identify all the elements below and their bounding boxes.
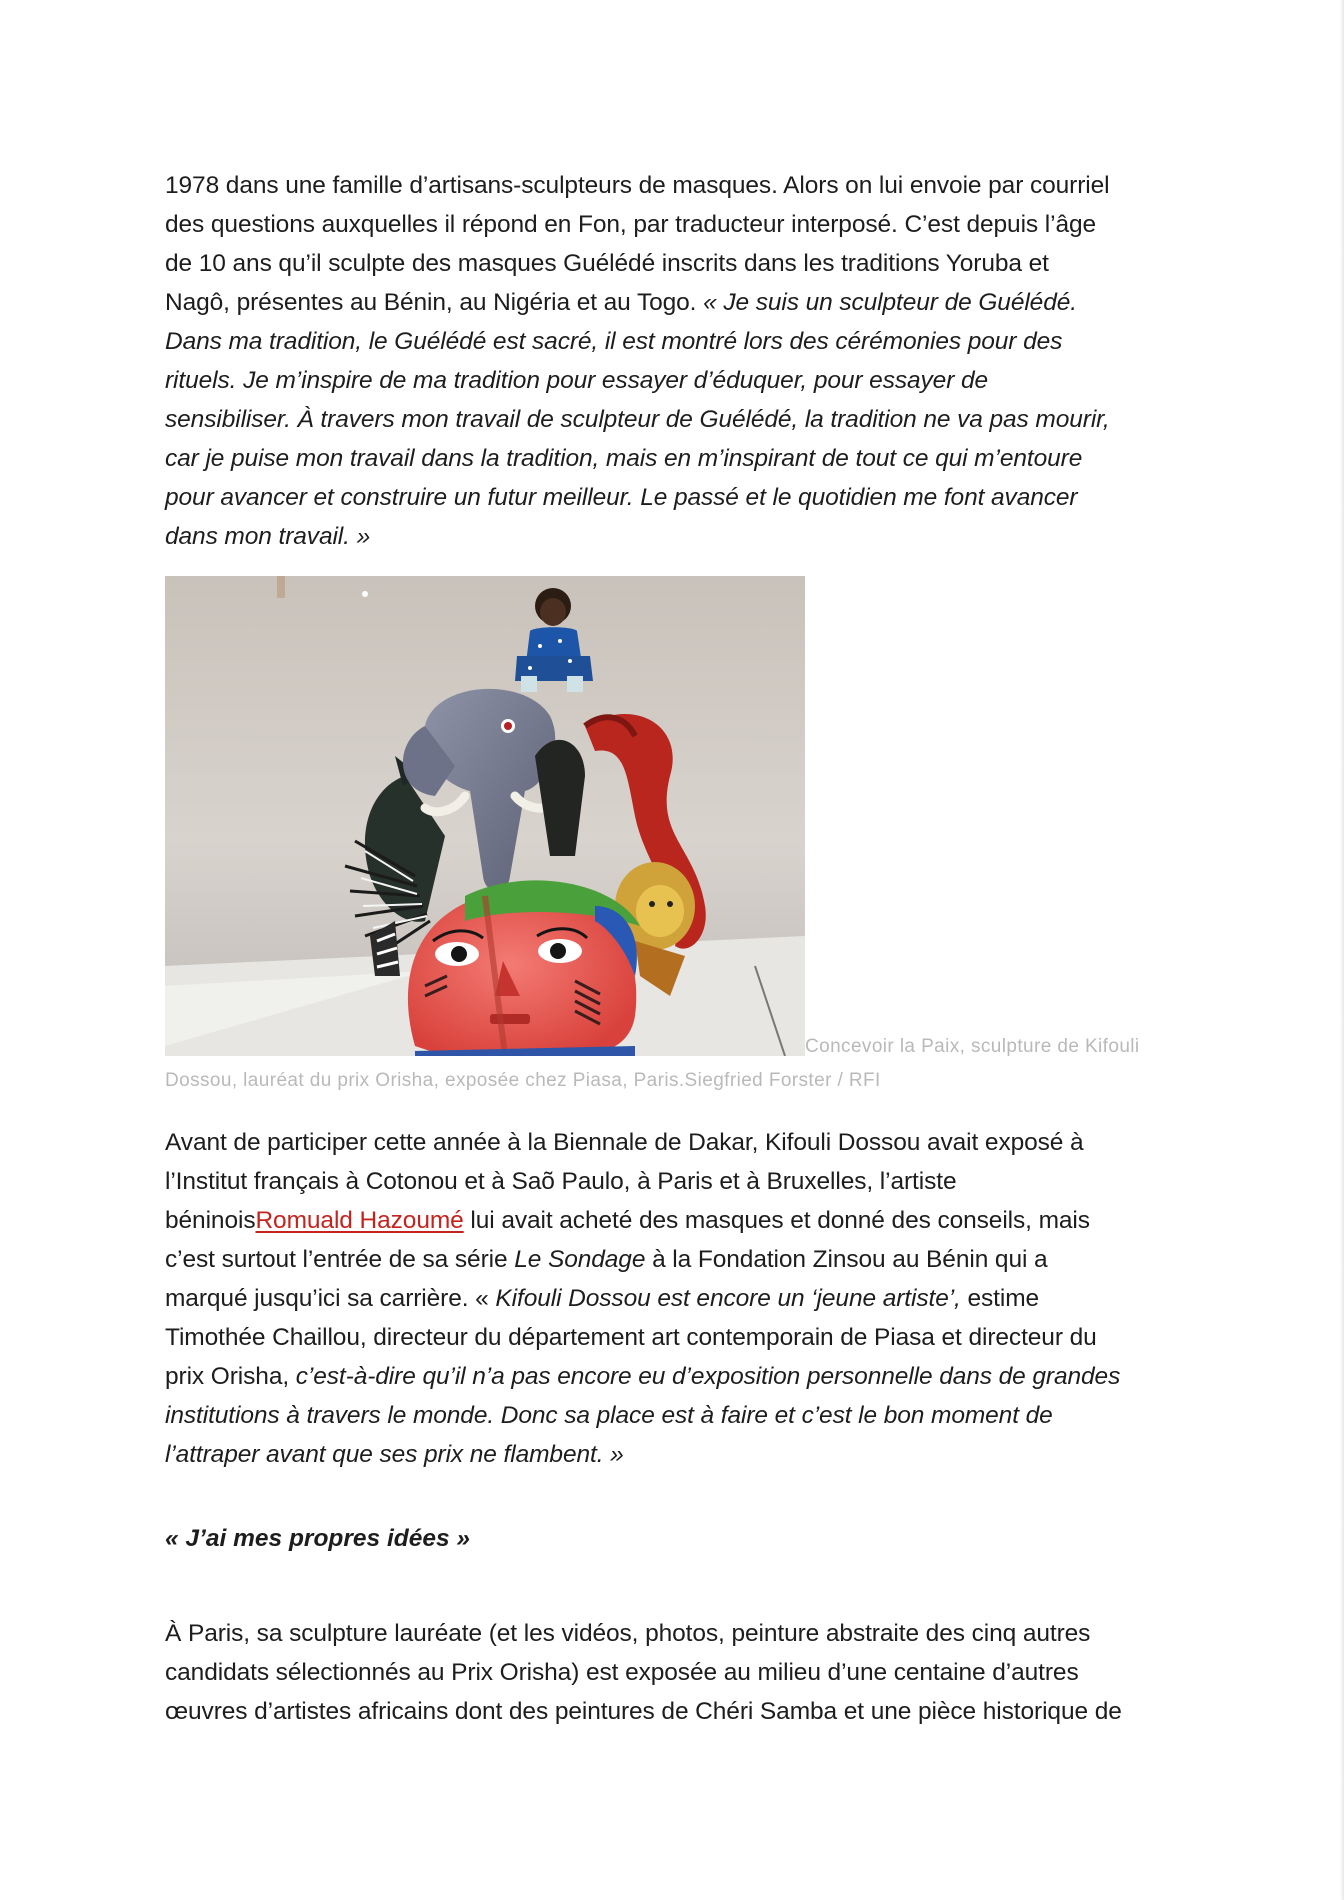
text-line: des questions auxquelles il répond en Fon, par traducteur interposé. C’est depuis l’âge [165, 211, 1097, 238]
quote-span: « Je suis un sculpteur de Guélédé. [703, 289, 1077, 316]
artist-link-romuald-hazoume[interactable]: Romuald Hazoumé [255, 1207, 464, 1234]
sculpture-photo [165, 576, 805, 1056]
text-line: œuvres d’artistes africains dont des peintures de Chéri Samba et une pièce historique de [165, 1698, 1122, 1725]
quote-span: c’est-à-dire qu’il n’a pas encore eu d’exposition personnelle dans de grandes [295, 1363, 1121, 1390]
text-span: c’est surtout l’entrée de sa série [165, 1246, 515, 1273]
text-span: estime [960, 1285, 1040, 1312]
quote-line: pour avancer et construire un futur meilleur. Le passé et le quotidien me font avancer [165, 484, 1078, 511]
text-line [165, 1357, 1185, 1396]
text-span: prix Orisha, [165, 1363, 296, 1390]
article-paragraph-1 [165, 166, 1185, 556]
text-line: candidats sélectionnés au Prix Orisha) est exposée au milieu d’une centaine d’autres [165, 1659, 1079, 1686]
caption-line: Concevoir la Paix, sculpture de Kifouli [805, 1036, 1140, 1057]
quote-span: Kifouli Dossou est encore un ‘jeune artiste’, [495, 1285, 961, 1312]
text-span: lui avait acheté des masques et donné des conseils, mais [463, 1207, 1090, 1234]
quote-line: l’attraper avant que ses prix ne flambent. » [165, 1441, 624, 1468]
page-edge [1340, 0, 1344, 1900]
text-line: de 10 ans qu’il sculpte des masques Guélédé inscrits dans les traditions Yoruba et [165, 250, 1049, 277]
text-span: à la Fondation Zinsou au Bénin qui a [645, 1246, 1048, 1273]
photo-caption [165, 1030, 1185, 1098]
text-span: marqué jusqu’ici sa carrière. « [165, 1285, 496, 1312]
section-subheading: « J’ai mes propres idées » [165, 1525, 471, 1552]
quote-line: rituels. Je m’inspire de ma tradition pour essayer d’éduquer, pour essayer de [165, 367, 989, 394]
text-line: l’Institut français à Cotonou et à Saõ Paulo, à Paris et à Bruxelles, l’artiste [165, 1168, 957, 1195]
caption-line: Dossou, lauréat du prix Orisha, exposée chez Piasa, Paris.Siegfried Forster / RFI [165, 1070, 881, 1091]
quote-line: dans mon travail. » [165, 523, 371, 550]
text-line [165, 1240, 1185, 1279]
text-span: béninois [165, 1207, 256, 1234]
text-line: Timothée Chaillou, directeur du département art contemporain de Piasa et directeur du [165, 1324, 1097, 1351]
text-line: 1978 dans une famille d’artisans-sculpteurs de masques. Alors on lui envoie par courriel [165, 172, 1110, 199]
quote-line: institutions à travers le monde. Donc sa place est à faire et c’est le bon moment de [165, 1402, 1053, 1429]
sculpture-illustration [165, 576, 805, 1056]
article-paragraph-3 [165, 1614, 1185, 1731]
text-line [165, 1201, 1185, 1240]
series-title: Le Sondage [514, 1246, 646, 1273]
text-span: Nagô, présentes au Bénin, au Nigéria et au Togo. [165, 289, 704, 316]
text-line: Avant de participer cette année à la Biennale de Dakar, Kifouli Dossou avait exposé à [165, 1129, 1084, 1156]
text-line [165, 283, 1185, 322]
quote-line: car je puise mon travail dans la tradition, mais en m’inspirant de tout ce qui m’entoure [165, 445, 1083, 472]
text-line: À Paris, sa sculpture lauréate (et les vidéos, photos, peinture abstraite des cinq autres [165, 1620, 1091, 1647]
quote-line: Dans ma tradition, le Guélédé est sacré, il est montré lors des cérémonies pour des [165, 328, 1063, 355]
text-line [165, 1279, 1185, 1318]
article-paragraph-2 [165, 1123, 1185, 1474]
quote-line: sensibiliser. À travers mon travail de sculpteur de Guélédé, la tradition ne va pas mourir, [165, 406, 1110, 433]
